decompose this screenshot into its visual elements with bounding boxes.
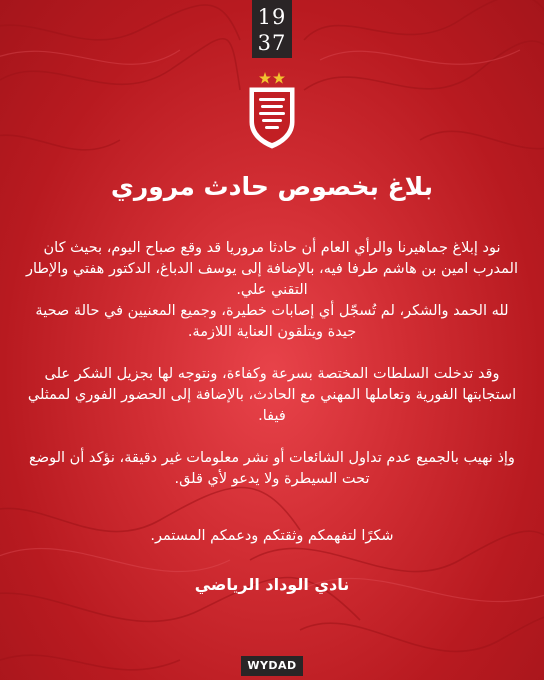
announcement-title: بلاغ بخصوص حادث مروري (110, 172, 434, 201)
announcement-body (24, 238, 520, 511)
wydad-crest-icon (244, 70, 300, 150)
wydad-brand-badge: WYDAD (241, 656, 303, 676)
paragraph-rumors-warning: وإذ نهيب بالجميع عدم تداول الشائعات أو نشر معلومات غير دقيقة، نؤكد أن الوضع تحت السيطرة ولا يدعو لأي قلق. (29, 450, 515, 487)
paragraph-accident-notice: نود إبلاغ جماهيرنا والرأي العام أن حادثا مروريا قد وقع صباح اليوم، بحيث كان المدرب امين بن هاشم طرفا فيه، بالإضافة إلى يوسف الدباغ، الدكتور هفتي والإطار التقني علي. (26, 240, 518, 298)
year-bottom: 37 (257, 31, 287, 55)
club-signature: نادي الوداد الرياضي (194, 575, 350, 594)
year-top: 19 (257, 5, 287, 29)
founding-year-badge (252, 0, 292, 58)
paragraph-health-status: لله الحمد والشكر، لم تُسجّل أي إصابات خطيرة، وجميع المعنيين في حالة صحية جيدة ويتلقون العناية اللازمة. (35, 303, 509, 340)
thanks-line: شكرًا لتفهمكم وثقتكم ودعمكم المستمر. (150, 528, 394, 544)
star-icon (259, 72, 285, 84)
paragraph-authorities-thanks: وقد تدخلت السلطات المختصة بسرعة وكفاءة، ونتوجه لها بجزيل الشكر على استجابتها الفورية وتعاملها المهني مع الحادث، بالإضافة إلى الحضور الفوري لممثلي فيفا. (27, 366, 517, 424)
